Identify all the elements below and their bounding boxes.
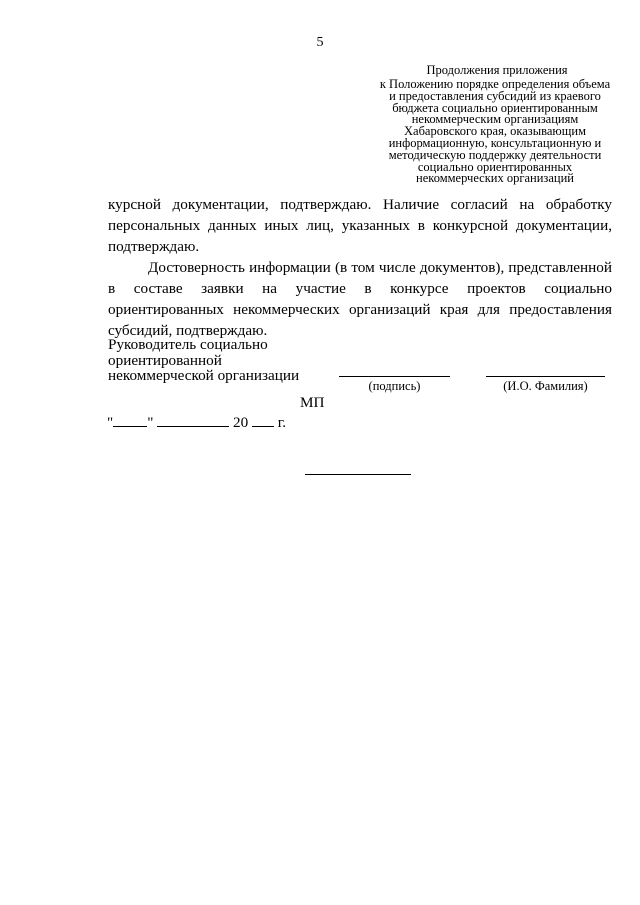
date-quote-open: " bbox=[107, 414, 114, 431]
date-field bbox=[107, 412, 286, 432]
name-caption: (И.О. Фамилия) bbox=[503, 379, 588, 393]
signature-caption: (подпись) bbox=[368, 379, 421, 393]
end-line bbox=[305, 474, 411, 475]
body-paragraph-1: курсной документации, подтверждаю. Наличие согласий на обработку персональных данных иных лиц, указанных в конкурсной документации, подтверждаю. bbox=[108, 196, 612, 255]
page-number: 5 bbox=[316, 35, 324, 50]
date-quote-close: " bbox=[147, 414, 154, 431]
year-suffix: г. bbox=[277, 414, 287, 431]
body-paragraph-2: Достоверность информации (в том числе документов), представленной в составе заявки на участие в конкурсе проектов социально ориентированных некоммерческих организаций края для предоставления субсидий, подтверждаю. bbox=[108, 259, 612, 339]
seal-label: МП bbox=[300, 394, 325, 411]
body-text bbox=[108, 194, 612, 341]
month-blank bbox=[157, 412, 229, 427]
year-blank bbox=[252, 412, 274, 427]
name-line bbox=[486, 376, 605, 377]
signature-line bbox=[339, 376, 450, 377]
signer-label: Руководитель социально ориентированной некоммерческой организации bbox=[108, 336, 300, 384]
appendix-title: Продолжения приложения bbox=[426, 63, 568, 77]
appendix-text: к Положению порядке определения объема и предоставления субсидий из краевого бюджета социально ориентированным некоммерческим организациям Хабаровского края, оказывающим информационную, консультационную и методическую поддержку деятельности социально ориентированных некоммерческих организаций bbox=[379, 77, 611, 186]
day-blank bbox=[113, 412, 147, 427]
year-prefix: 20 bbox=[233, 414, 249, 431]
